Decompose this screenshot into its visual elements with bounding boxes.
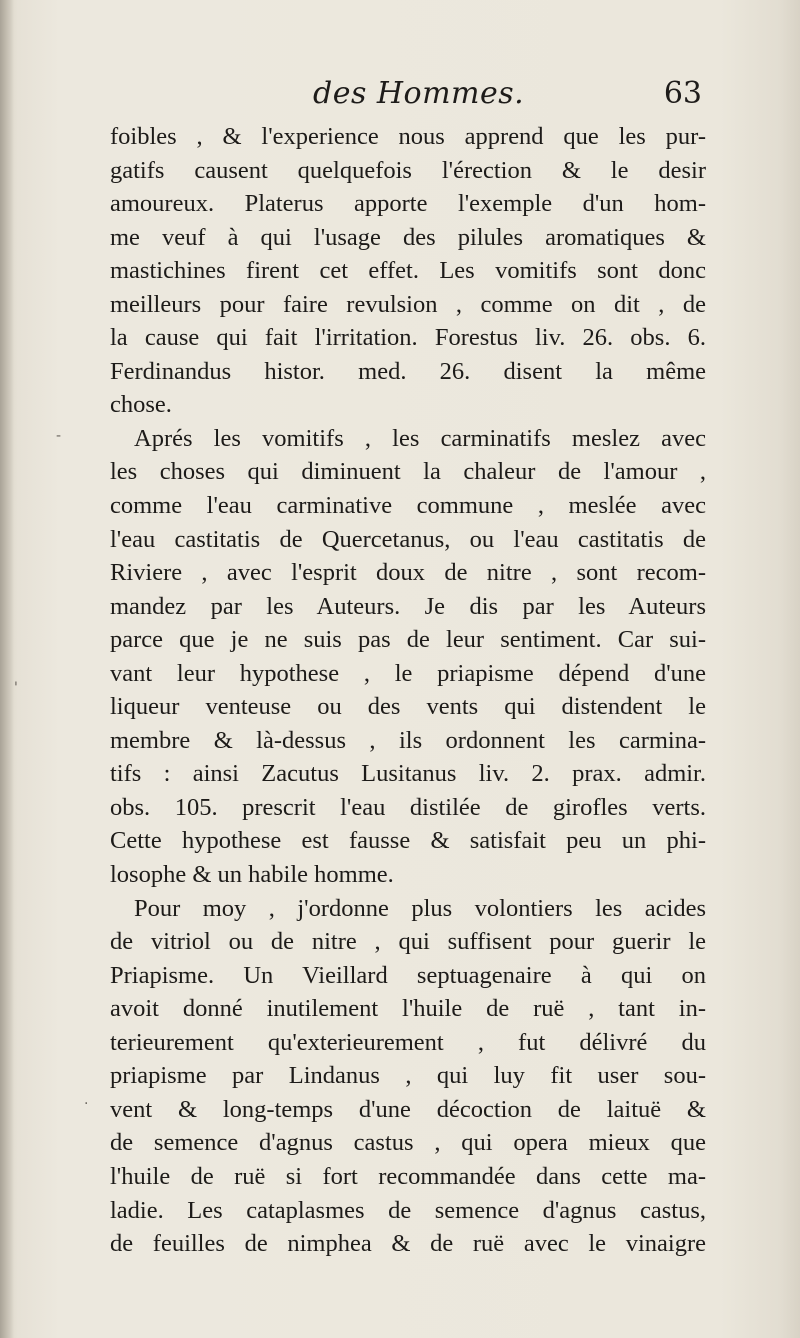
text-line: foibles , & l'experience nous apprend que les pur- bbox=[110, 123, 706, 150]
running-head: des Hommes. bbox=[313, 76, 525, 111]
text-line: l'eau castitatis de Quercetanus, ou l'eau castitatis de bbox=[110, 525, 706, 553]
text-line: meilleurs pour faire revulsion , comme on dit , de bbox=[110, 290, 706, 318]
text-line: l'huile de ruë si fort recommandée dans cette ma- bbox=[110, 1162, 706, 1190]
text-line: parce que je ne suis pas de leur sentiment. Car sui- bbox=[110, 626, 706, 654]
text-line: avoit donné inutilement l'huile de ruë , tant in- bbox=[110, 995, 706, 1023]
text-line: liqueur venteuse ou des vents qui distendent le bbox=[110, 693, 706, 721]
text-line: Riviere , avec l'esprit doux de nitre , sont recom- bbox=[110, 559, 706, 587]
text-line: obs. 105. prescrit l'eau distilée de girofles verts. bbox=[110, 793, 706, 821]
margin-mark: . bbox=[84, 1092, 89, 1108]
text-line: ladie. Les cataplasmes de semence d'agnus castus, bbox=[110, 1196, 706, 1224]
text-line: mastichines firent cet effet. Les vomitifs sont donc bbox=[110, 257, 706, 285]
paragraph-start-line: Pour moy , j'ordonne plus volontiers les acides bbox=[134, 894, 706, 922]
text-line: vent & long-temps d'une décoction de laituë & bbox=[110, 1095, 706, 1123]
text-line: les choses qui diminuent la chaleur de l'amour , bbox=[110, 458, 706, 486]
text-line: Cette hypothese est fausse & satisfait peu un phi- bbox=[110, 827, 706, 855]
text-line: la cause qui fait l'irritation. Forestus liv. 26. obs. 6. bbox=[110, 324, 706, 352]
paragraph-end-line: chose. bbox=[110, 391, 172, 419]
paragraph-end-line: losophe & un habile homme. bbox=[110, 861, 394, 889]
page-number: 63 bbox=[663, 76, 702, 111]
page-gutter-shadow bbox=[0, 0, 14, 1338]
margin-mark: ' bbox=[14, 680, 18, 696]
page-header bbox=[108, 72, 708, 122]
text-line: Ferdinandus histor. med. 26. disent la même bbox=[110, 357, 706, 385]
text-line: Priapisme. Un Vieillard septuagenaire à qui on bbox=[110, 961, 706, 989]
text-line: membre & là-dessus , ils ordonnent les carmina- bbox=[110, 726, 706, 754]
text-line: terieurement qu'exterieurement , fut délivré du bbox=[110, 1028, 706, 1056]
text-line: vant leur hypothese , le priapisme dépend d'une bbox=[110, 659, 706, 687]
text-line: me veuf à qui l'usage des pilules aromatiques & bbox=[110, 223, 706, 251]
text-line: gatifs causent quelquefois l'érection & le desir bbox=[110, 156, 706, 184]
text-line: mandez par les Auteurs. Je dis par les Auteurs bbox=[110, 592, 706, 620]
text-line: priapisme par Lindanus , qui luy fit user sou- bbox=[110, 1062, 706, 1090]
margin-mark: - bbox=[56, 428, 62, 444]
body-text bbox=[110, 120, 706, 1261]
text-line: amoureux. Platerus apporte l'exemple d'un hom- bbox=[110, 190, 706, 218]
paragraph-start-line: Aprés les vomitifs , les carminatifs meslez avec bbox=[134, 424, 706, 452]
text-line: de semence d'agnus castus , qui opera mieux que bbox=[110, 1129, 706, 1157]
text-line: de feuilles de nimphea & de ruë avec le vinaigre bbox=[110, 1230, 706, 1258]
text-line: comme l'eau carminative commune , meslée avec bbox=[110, 492, 706, 520]
text-line: de vitriol ou de nitre , qui suffisent pour guerir le bbox=[110, 928, 706, 956]
text-line: tifs : ainsi Zacutus Lusitanus liv. 2. prax. admir. bbox=[110, 760, 706, 788]
